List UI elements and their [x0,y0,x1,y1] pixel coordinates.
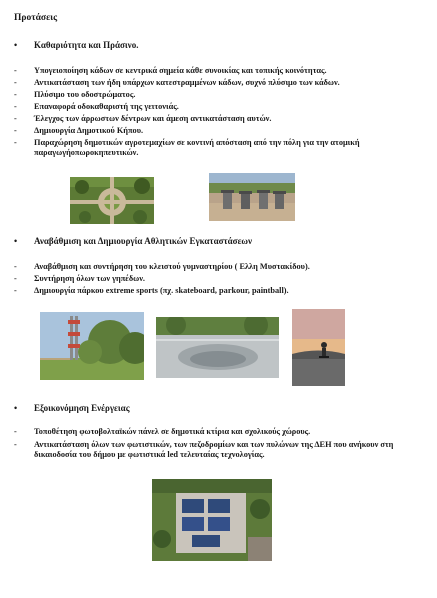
list-item [14,440,424,461]
list-item [14,90,424,100]
list-item [14,126,424,136]
skateboarder-photo [292,309,345,386]
section-heading-sports [14,236,252,246]
list-item [14,66,424,76]
dash: - [14,262,17,271]
list-item-text: Δημιουργία Δημοτικού Κήπου. [34,126,144,135]
list-item-text: Αναβάθμιση και συντήρηση του κλειστού γυμναστηρίου ( Ελλη Μυστακίδου). [34,262,310,271]
list-item [14,427,424,437]
dash: - [14,126,17,135]
list-item-text: Αντικατάσταση των ήδη υπάρχων κατεστραμμένων κάδων, συχνό πλύσιμο των κάδων. [34,78,340,87]
list-item [14,102,424,112]
sports-field-photo [40,312,144,380]
list-item [14,262,424,272]
list-item-text: Αντικατάσταση όλων των φωτιστικών, των πεζοδρομίων και των πυλώνων της ΔΕΗ που ανήκουν στη δικαιοδοσία του δήμου με φωτιστικά led τελευταίας τεχνολογίας. [34,440,394,460]
list-item [14,78,424,88]
document-title: Προτάσεις [14,13,58,23]
solar-panels-photo [152,479,272,561]
bullet: • [14,403,18,413]
list-item [14,286,424,296]
dash: - [14,114,17,123]
list-item [14,274,424,284]
section-heading-text: Εξοικονόμηση Ενέργειας [34,403,130,413]
list-item-text: Υπογειοποίηση κάδων σε κεντρικά σημεία κάθε συνοικίας και τοπικής κοινότητας. [34,66,327,75]
dash: - [14,286,17,295]
list-item [14,138,424,159]
skatepark-photo [156,317,279,378]
bullet: • [14,40,18,50]
list-item-text: Δημιουργία πάρκου extreme sports (πχ. skateboard, parkour, paintball). [34,286,289,295]
section-heading-text: Αναβάθμιση και Δημιουργία Αθλητικών Εγκαταστάσεων [34,236,253,246]
dash: - [14,78,17,87]
dash: - [14,66,17,75]
bullet: • [14,236,18,246]
underground-bins-photo [209,173,295,221]
list-item-text: Επαναφορά οδοκαθαριστή της γειτονιάς. [34,102,179,111]
dash: - [14,138,17,147]
list-item-text: Τοποθέτηση φωτοβολταϊκών πάνελ σε δημοτικά κτίρια και σχολικούς χώρους. [34,427,311,436]
section-heading-cleanliness [14,40,138,50]
dash: - [14,90,17,99]
dash: - [14,274,17,283]
dash: - [14,440,17,449]
dash: - [14,427,17,436]
list-item-text: Παραχώρηση δημοτικών αγροτεμαχίων σε κοντινή απόσταση από την πόλη για την ατομική παραγωγήοπωροκηπευτικών. [34,138,360,158]
section-heading-energy [14,403,130,413]
park-photo [70,177,154,224]
list-item-text: Πλύσιμο του οδοστρώματος. [34,90,136,99]
dash: - [14,102,17,111]
list-item [14,114,424,124]
list-item-text: Συντήρηση όλων των γηπέδων. [34,274,145,283]
section-heading-text: Καθαριότητα και Πράσινο. [34,40,139,50]
list-item-text: Έλεγχος των άρρωστων δέντρων και άμεση αντικατάσταση αυτών. [34,114,272,123]
